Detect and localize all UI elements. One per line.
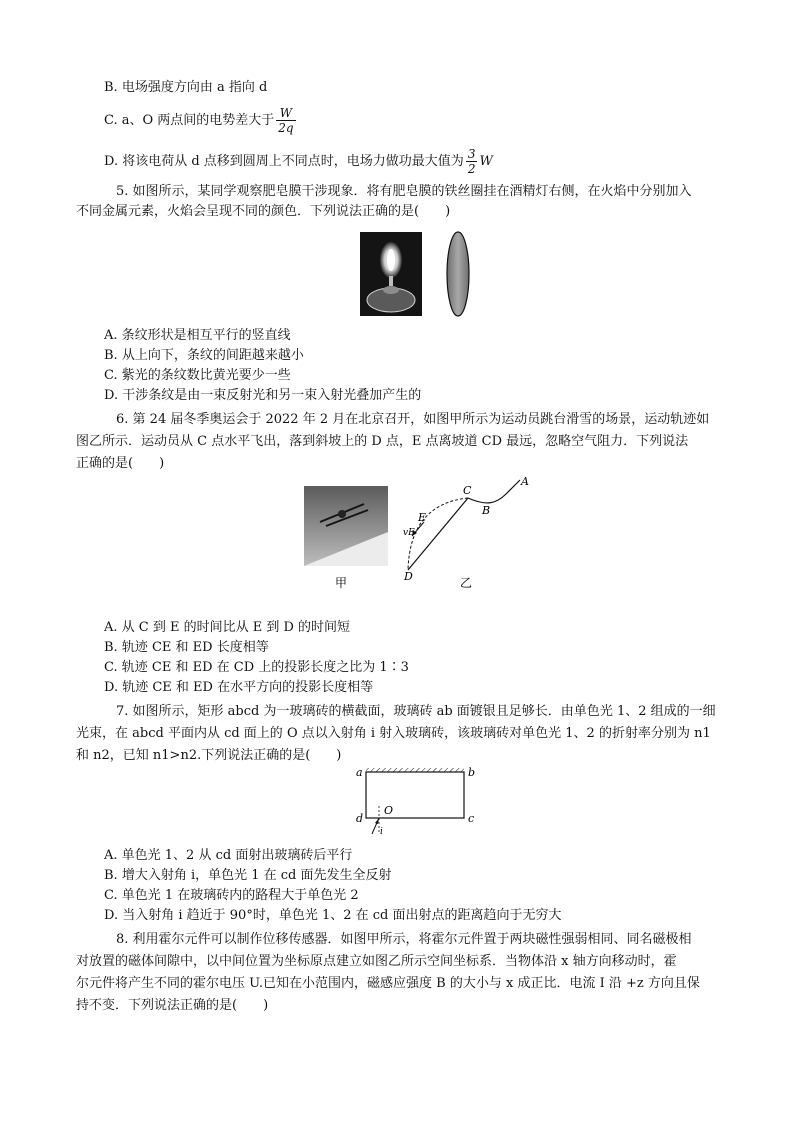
label-E: E <box>418 511 427 524</box>
q6-option-c: C. 轨迹 CE 和 ED 在 CD 上的投影长度之比为 1∶3 <box>104 660 409 675</box>
q6-option-b: B. 轨迹 CE 和 ED 长度相等 <box>104 640 269 655</box>
q5-option-c: C. 紫光的条纹数比黄光要少一些 <box>104 368 291 383</box>
q7-stem-line2: 光束，在 abcd 平面内从 cd 面上的 O 点以入射角 i 射入玻璃砖，该玻璃砖对单色光 1、2 的折射率分别为 n1 <box>76 726 711 741</box>
label-D: D <box>404 570 413 583</box>
label-a: a <box>356 766 363 779</box>
glass-brick <box>366 772 464 818</box>
flame-core <box>387 249 395 271</box>
slope-curve-cba <box>468 480 520 503</box>
figure-label-yi: 乙 <box>459 576 473 590</box>
fraction-denominator: 2 <box>467 162 476 176</box>
q8-stem-line1: 8. 利用霍尔元件可以制作位移传感器．如图甲所示，将霍尔元件置于两块磁性强弱相同、同名磁极相 <box>116 932 692 947</box>
label-O: O <box>384 804 394 817</box>
q7-option-b: B. 增大入射角 i，单色光 1 在 cd 面先发生全反射 <box>104 868 392 883</box>
q6-option-a: A. 从 C 到 E 的时间比从 E 到 D 的时间短 <box>104 620 351 635</box>
q5-figure <box>358 230 484 318</box>
soap-film-ring <box>447 232 469 316</box>
lamp-wick <box>389 276 393 286</box>
q5-option-d: D. 干涉条纹是由一束反射光和另一束入射光叠加产生的 <box>104 388 422 403</box>
fraction-numerator: W <box>276 106 295 121</box>
skier <box>338 510 346 518</box>
q4-option-d-text: D. 将该电荷从 d 点移到圆周上不同点时，电场力做功最大值为 <box>104 154 464 169</box>
q4-option-c <box>104 104 298 138</box>
q5-option-a: A. 条纹形状是相互平行的竖直线 <box>104 328 291 343</box>
slope-line-cd <box>408 498 468 570</box>
q8-stem-line4: 持不变．下列说法正确的是( ) <box>76 998 269 1013</box>
q4-option-d-fraction <box>466 147 478 176</box>
q7-option-c: C. 单色光 1 在玻璃砖内的路程大于单色光 2 <box>104 888 359 903</box>
label-vE: vE <box>403 528 415 538</box>
label-C: C <box>463 484 472 497</box>
label-B: B <box>482 504 491 517</box>
q8-stem-line2: 对放置的磁体间隙中，以中间位置为坐标原点建立如图乙所示空间坐标系．当物体沿 x 轴方向移动时，霍 <box>76 954 677 969</box>
incident-arrowhead <box>375 818 379 824</box>
q7-stem-line3: 和 n2，已知 n1>n2.下列说法正确的是( ) <box>76 748 342 763</box>
q7-figure <box>346 762 486 838</box>
q8-stem-line3: 尔元件将产生不同的霍尔电压 U.已知在小范围内，磁感应强度 B 的大小与 x 成正比．电流 I 沿 +z 方向且保 <box>76 976 700 991</box>
label-i: i <box>380 827 383 837</box>
label-A: A <box>521 475 529 488</box>
label-d: d <box>356 812 364 825</box>
q6-stem-line1: 6. 第 24 届冬季奥运会于 2022 年 2 月在北京召开，如图甲所示为运动员跳台滑雪的场景，运动轨迹如 <box>116 412 710 427</box>
fraction-denominator: 2q <box>278 121 294 135</box>
q7-option-a: A. 单色光 1、2 从 cd 面射出玻璃砖后平行 <box>104 848 353 863</box>
q4-option-d <box>104 145 493 179</box>
figure-label-jia: 甲 <box>334 576 348 590</box>
q6-stem-line2: 图乙所示．运动员从 C 点水平飞出，落到斜坡上的 D 点，E 点离坡道 CD 最远，忽略空气阻力．下列说法 <box>76 434 689 449</box>
q5-option-b: B. 从上向下，条纹的间距越来越小 <box>104 348 304 363</box>
q6-option-d: D. 轨迹 CE 和 ED 在水平方向的投影长度相等 <box>104 680 374 695</box>
lamp-neck <box>383 286 399 294</box>
q6-stem-line3: 正确的是( ) <box>76 456 165 471</box>
q4-option-b: B. 电场强度方向由 a 指向 d <box>104 80 268 95</box>
q7-option-d: D. 当入射角 i 趋近于 90°时，单色光 1、2 在 cd 面出射点的距离趋向于无穷大 <box>104 908 562 923</box>
q6-figure <box>300 474 540 594</box>
q4-option-c-text: C. a、O 两点间的电势差大于 <box>104 113 275 128</box>
label-b: b <box>468 766 476 779</box>
label-c: c <box>468 812 475 825</box>
q4-option-c-fraction <box>276 106 295 135</box>
q5-stem-line2: 不同金属元素，火焰会呈现不同的颜色．下列说法正确的是( ) <box>76 204 451 219</box>
q7-stem-line1: 7. 如图所示，矩形 abcd 为一玻璃砖的横截面，玻璃砖 ab 面镀银且足够长．由单色光 1、2 组成的一细 <box>116 704 716 719</box>
fraction-numerator: 3 <box>467 147 476 161</box>
q5-stem-line1: 5. 如图所示，某同学观察肥皂膜干涉现象．将有肥皂膜的铁丝圈挂在酒精灯右侧，在火焰中分别加入 <box>116 184 692 199</box>
q4-option-d-suffix: W <box>479 154 493 169</box>
